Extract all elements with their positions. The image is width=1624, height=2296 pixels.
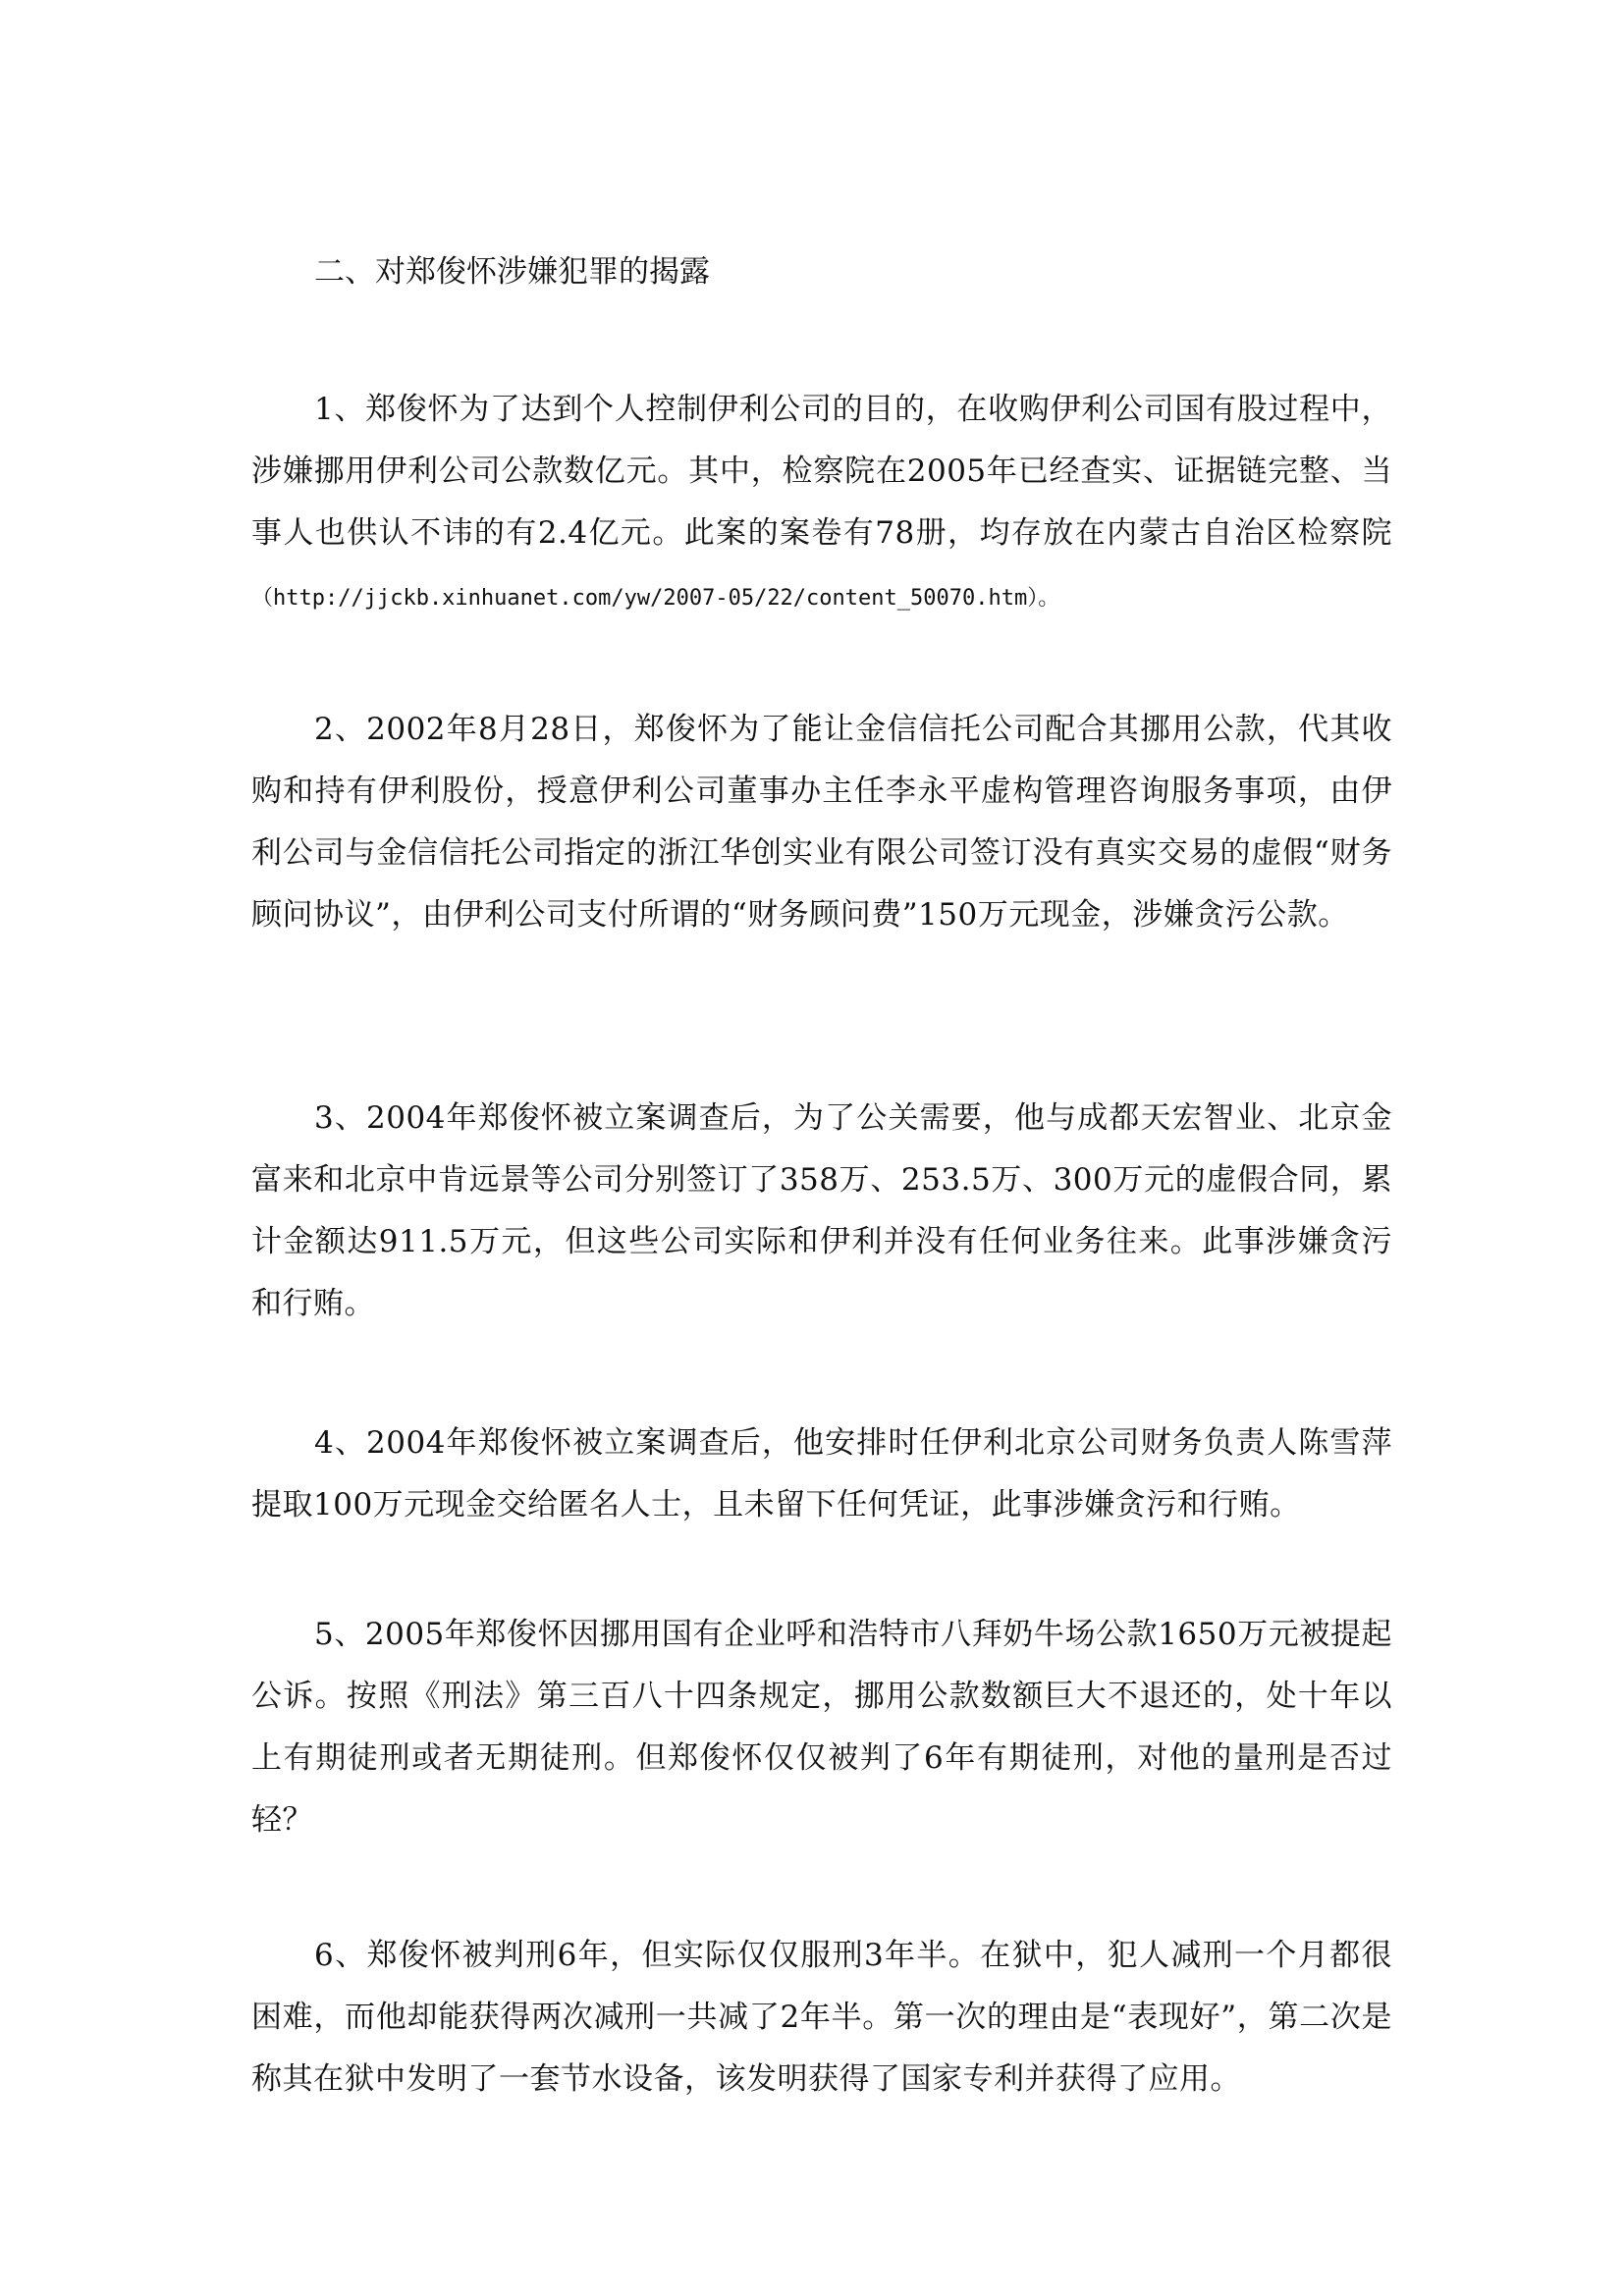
source-url: （http://jjckb.xinhuanet.com/yw/2007-05/22/content_50070.htm）。 (251, 586, 1060, 611)
paragraph-6: 6、郑俊怀被判刑6年，但实际仅仅服刑3年半。在狱中，犯人减刑一个月都很困难，而他却能获得两次减刑一共减了2年半。第一次的理由是“表现好”，第二次是称其在狱中发明了一套节水设备，该发明获得了国家专利并获得了应用。 (251, 1938, 1392, 2097)
paragraph-4: 4、2004年郑俊怀被立案调查后，他安排时任伊利北京公司财务负责人陈雪萍提取100万元现金交给匿名人士，且未留下任何凭证，此事涉嫌贪污和行贿。 (251, 1425, 1392, 1522)
paragraph-5: 5、2005年郑俊怀因挪用国有企业呼和浩特市八拜奶牛场公款1650万元被提起公诉。按照《刑法》第三百八十四条规定，挪用公款数额巨大不退还的，处十年以上有期徒刑或者无期徒刑。但郑俊怀仅仅被判了6年有期徒刑，对他的量刑是否过轻？ (251, 1617, 1392, 1838)
paragraph-3: 3、2004年郑俊怀被立案调查后，为了公关需要，他与成都天宏智业、北京金富来和北京中肯远景等公司分别签订了358万、253.5万、300万元的虚假合同，累计金额达911.5万元，但这些公司实际和伊利并没有任何业务往来。此事涉嫌贪污和行贿。 (251, 1100, 1392, 1321)
paragraph-1-text: 1、郑俊怀为了达到个人控制伊利公司的目的，在收购伊利公司国有股过程中，涉嫌挪用伊利公司公款数亿元。其中，检察院在2005年已经查实、证据链完整、当事人也供认不讳的有2.4亿元。此案的案卷有78册，均存放在内蒙古自治区检察院 (251, 392, 1392, 551)
paragraph-2: 2、2002年8月28日，郑俊怀为了能让金信信托公司配合其挪用公款，代其收购和持有伊利股份，授意伊利公司董事办主任李永平虚构管理咨询服务事项，由伊利公司与金信信托公司指定的浙江华创实业有限公司签订没有真实交易的虚假“财务顾问协议”，由伊利公司支付所谓的“财务顾问费”150万元现金，涉嫌贪污公款。 (251, 712, 1392, 933)
paragraph-1 (251, 379, 1392, 629)
section-heading: 二、对郑俊怀涉嫌犯罪的揭露 (314, 254, 710, 290)
